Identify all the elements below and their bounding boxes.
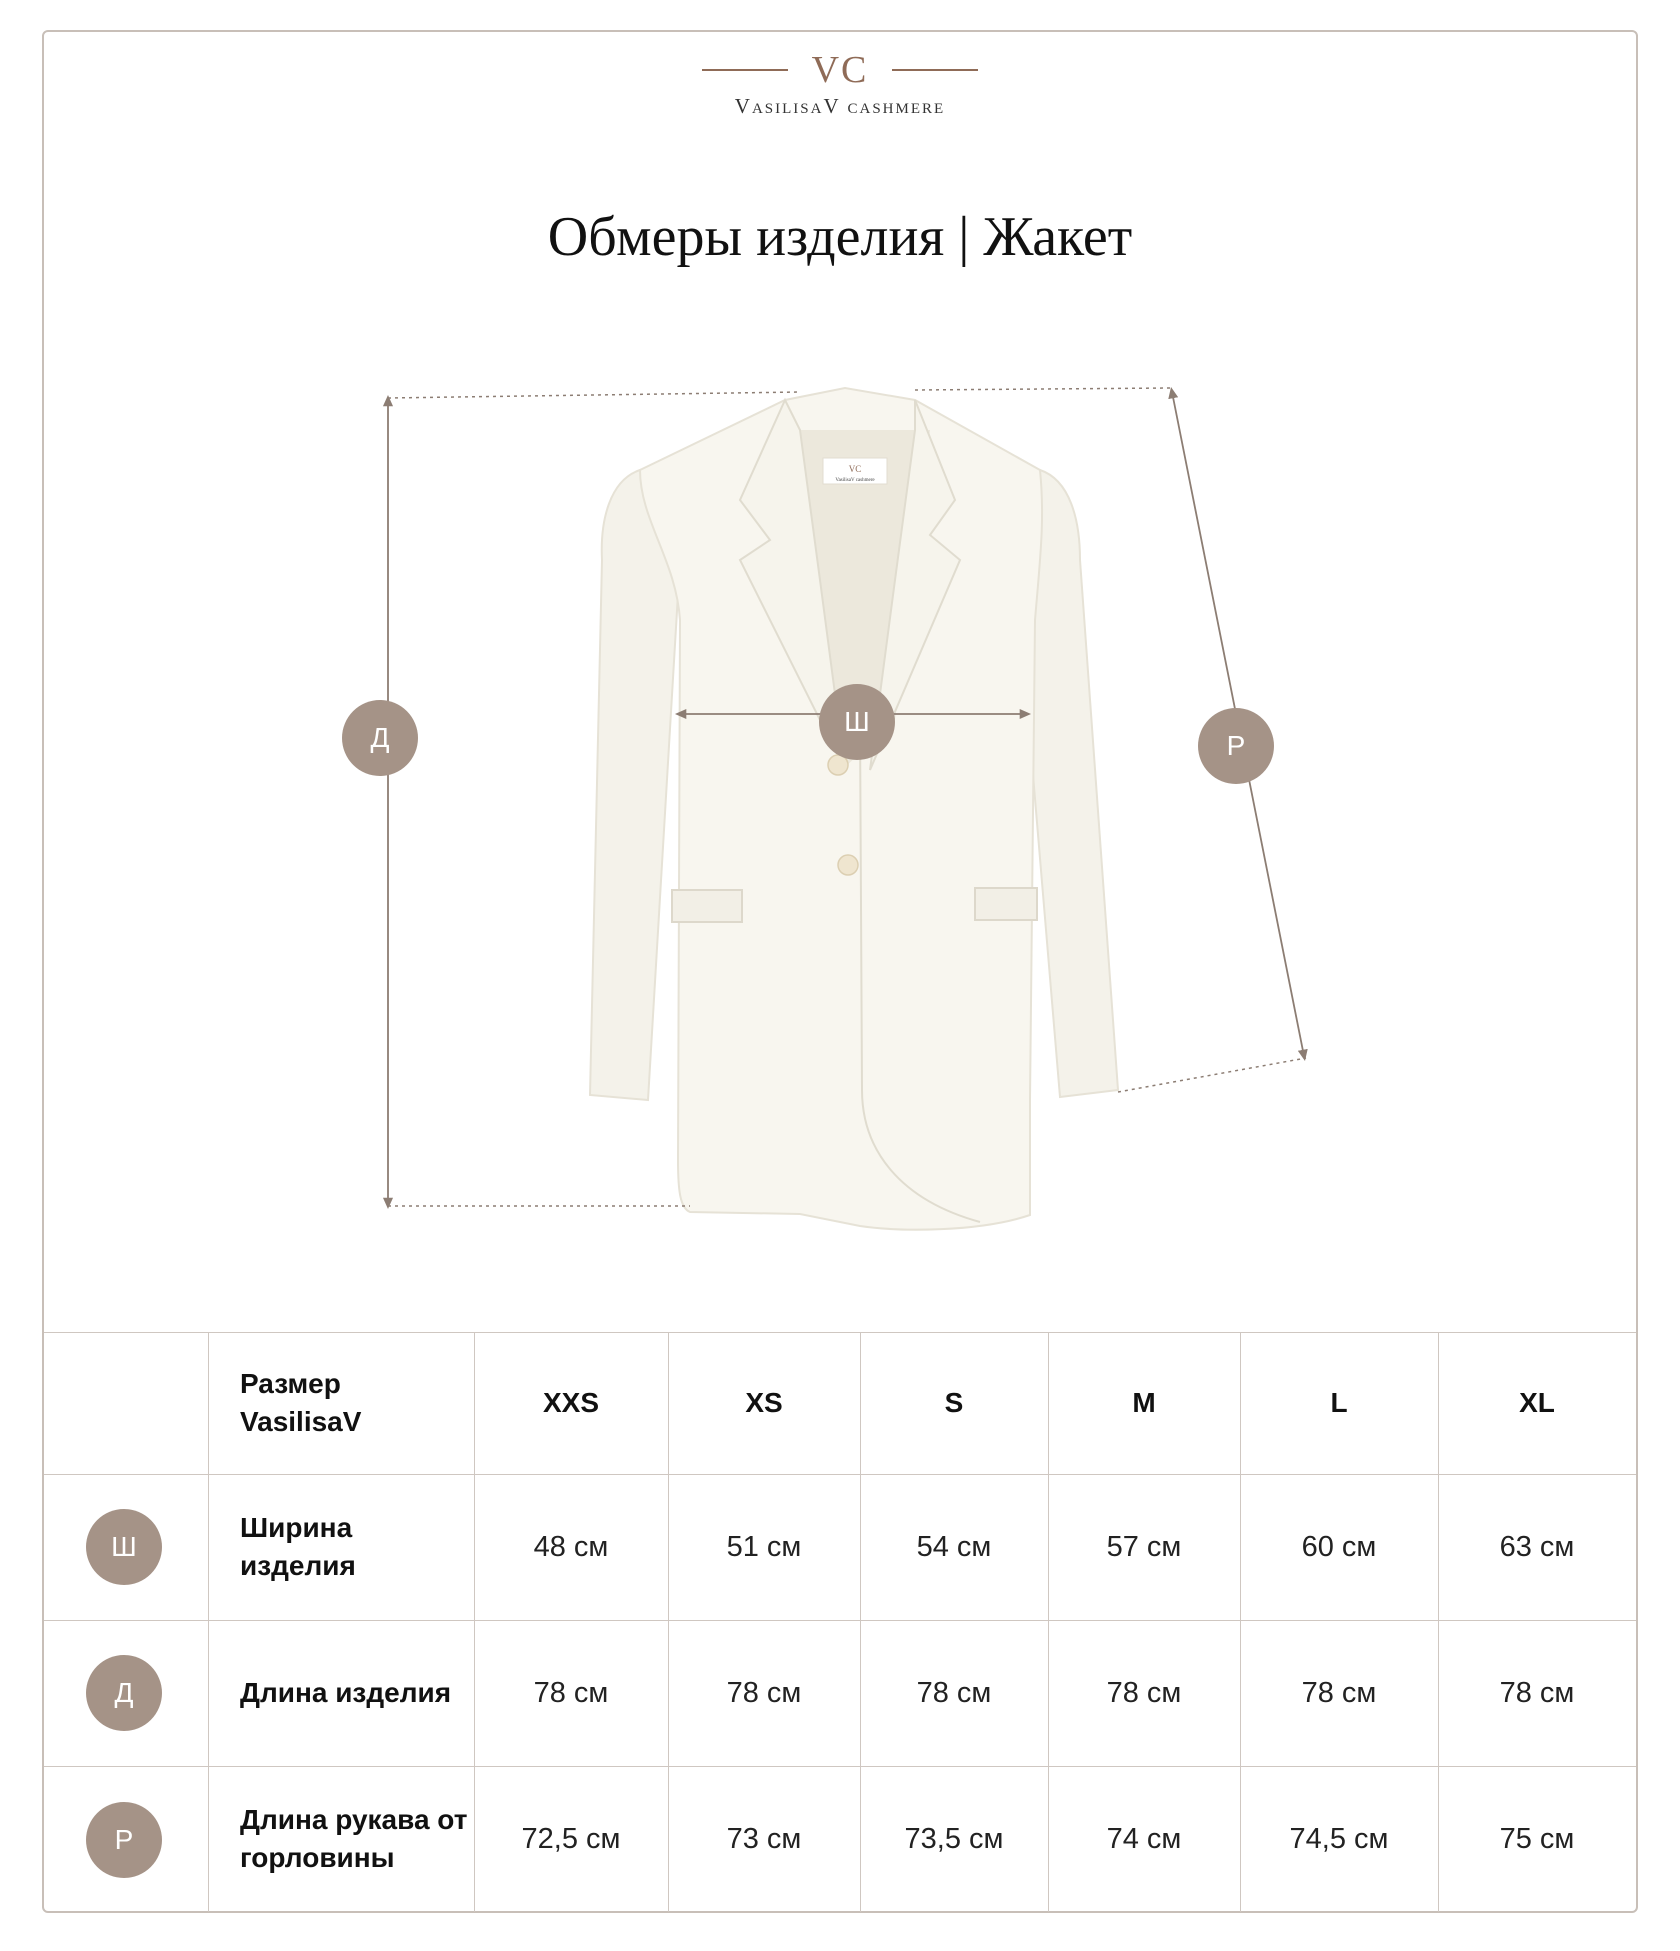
row-label-length: Длина изделия (240, 1677, 452, 1708)
jacket-label-monogram: VC (848, 464, 862, 474)
page-title: Обмеры изделия | Жакет (547, 206, 1133, 268)
row-label-sleeve: Длина рукава от горловины (240, 1804, 468, 1873)
value-cell: 78 см (1106, 1676, 1182, 1709)
size-header-xl: XL (1519, 1387, 1555, 1418)
size-header-m: M (1132, 1387, 1156, 1418)
value-cell: 78 см (1499, 1676, 1575, 1709)
size-header-xxs: XXS (542, 1387, 600, 1418)
value-cell: 51 см (726, 1530, 802, 1563)
table-divider (208, 1332, 209, 1912)
size-table (44, 1332, 1636, 1912)
value-cell: 78 см (533, 1676, 609, 1709)
value-cell: 74 см (1106, 1822, 1182, 1855)
row-badge-sleeve: Р (86, 1802, 162, 1878)
value-cell: 48 см (533, 1530, 609, 1563)
value-cell: 60 см (1301, 1530, 1377, 1563)
length-badge: Д (342, 700, 418, 776)
width-badge: Ш (819, 684, 895, 760)
row-label-width: Ширина изделия (240, 1512, 356, 1581)
size-header-label: Размер VasilisaV (240, 1368, 362, 1437)
jacket-illustration (590, 388, 1118, 1230)
size-header-s: S (944, 1387, 964, 1418)
value-cell: 78 см (916, 1676, 992, 1709)
value-cell: 57 см (1106, 1530, 1182, 1563)
value-cell: 73,5 см (904, 1822, 1004, 1855)
sleeve-badge: Р (1198, 708, 1274, 784)
row-badge-width: Ш (86, 1509, 162, 1585)
value-cell: 63 см (1499, 1530, 1575, 1563)
value-cell: 74,5 см (1289, 1822, 1389, 1855)
brand-name: VasilisaV cashmere (734, 94, 946, 118)
value-cell: 54 см (916, 1530, 992, 1563)
value-cell: 72,5 см (521, 1822, 621, 1855)
row-badge-length: Д (86, 1655, 162, 1731)
jacket-label-name: VasilisaV cashmere (835, 478, 875, 483)
size-header-l: L (1330, 1387, 1348, 1418)
value-cell: 78 см (1301, 1676, 1377, 1709)
value-cell: 78 см (726, 1676, 802, 1709)
value-cell: 75 см (1499, 1822, 1575, 1855)
value-cell: 73 см (726, 1822, 802, 1855)
size-header-xs: XS (745, 1387, 783, 1418)
brand-monogram: VC (811, 49, 869, 91)
